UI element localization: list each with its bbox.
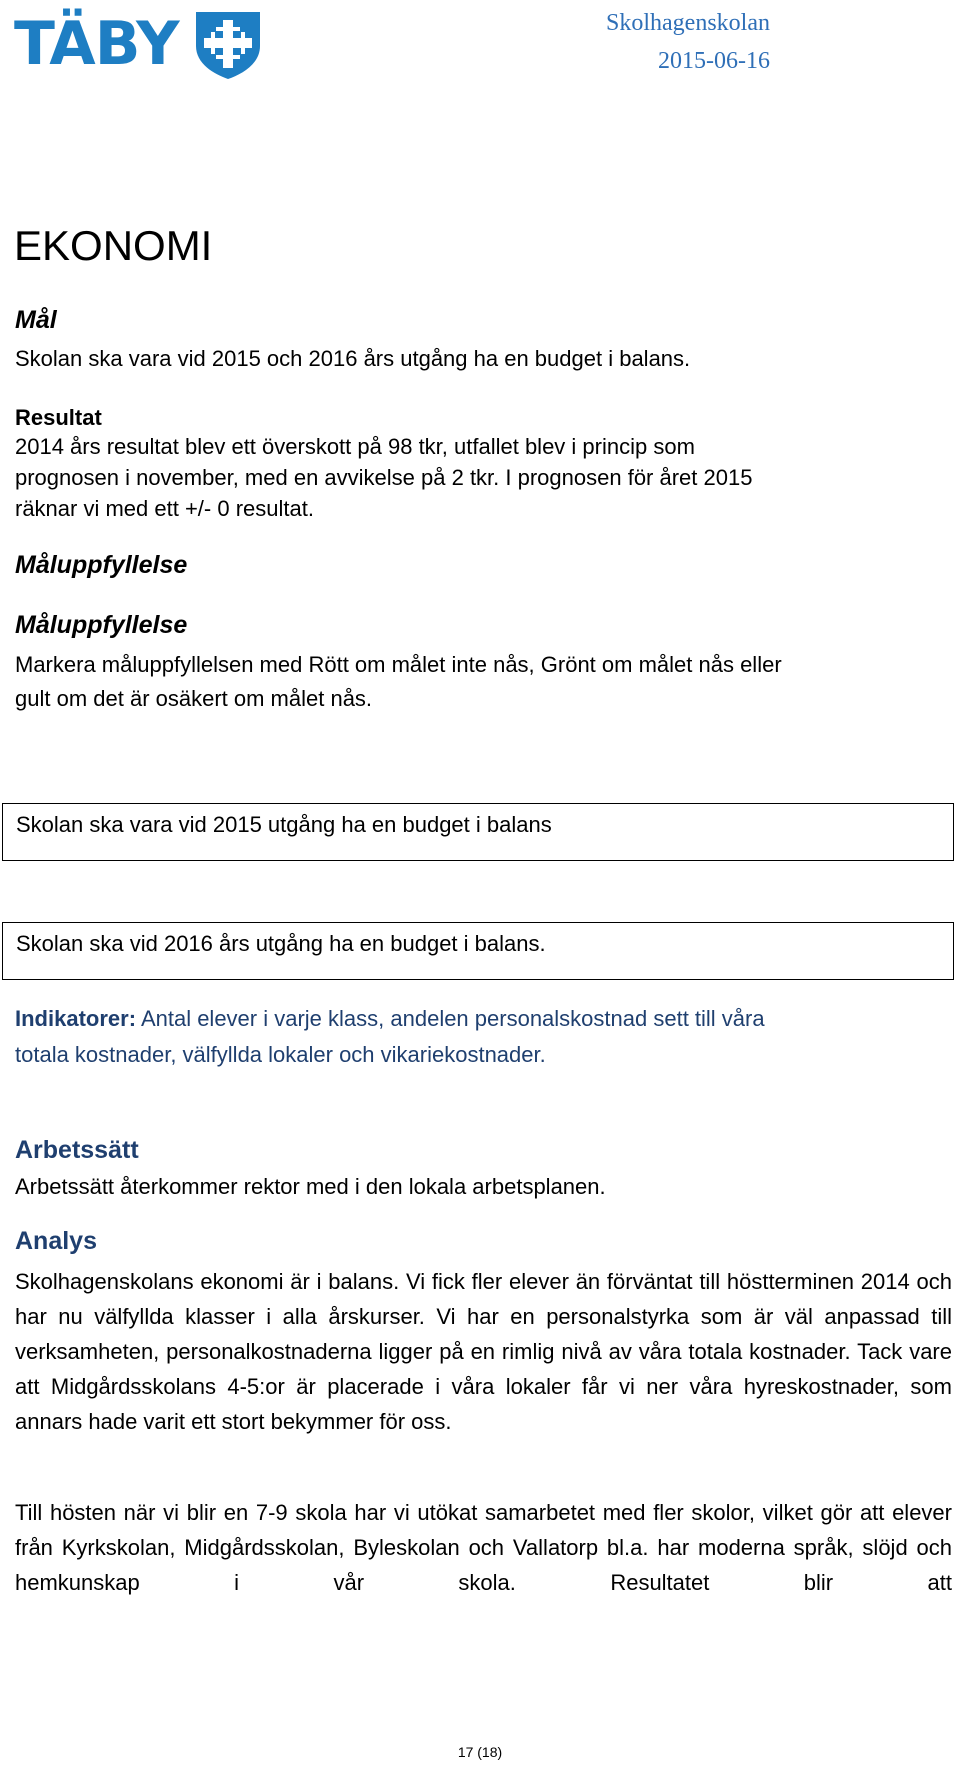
indikatorer-label: Indikatorer: xyxy=(15,1006,137,1031)
maluppfyllelse-line: Markera måluppfyllelsen med Rött om målet inte nås, Grönt om målet nås eller xyxy=(15,652,782,677)
resultat-line: prognosen i november, med en avvikelse på 2 tkr. I prognosen för året 2015 xyxy=(15,465,753,490)
resultat-heading: Resultat xyxy=(15,405,102,430)
goal-box xyxy=(2,922,954,980)
arbetssatt-text: Arbetssätt återkommer rektor med i den lokala arbetsplanen. xyxy=(15,1174,606,1199)
resultat-line: räknar vi med ett +/- 0 resultat. xyxy=(15,496,314,521)
maluppfyllelse-heading: Måluppfyllelse xyxy=(15,551,188,579)
resultat-line: 2014 års resultat blev ett överskott på 98 tkr, utfallet blev i princip som xyxy=(15,434,695,459)
shield-cross-icon xyxy=(194,10,262,80)
indikatorer-line: totala kostnader, välfyllda lokaler och vikariekostnader. xyxy=(15,1042,546,1067)
mal-heading: Mål xyxy=(15,306,57,334)
section-title: EKONOMI xyxy=(14,222,213,269)
indikatorer-text: Antal elever i varje klass, andelen personalskostnad sett till våra xyxy=(140,1006,765,1031)
page-number: 17 (18) xyxy=(457,1744,503,1760)
analys-paragraph: Skolhagenskolans ekonomi är i balans. Vi fick fler elever än förväntat till höstterminen 2014 och har nu välfyllda klasser i alla årskurser. Vi har en personalstyrka som är väl anpassad till verksamheten, personalkostnaderna ligger på en rimlig nivå av våra totala kostnader. Tack vare att Midgårdsskolans 4-5:or är placerade i våra lokaler får vi ner våra hyreskostnader, som annars hade varit ett stort bekymmer för oss. xyxy=(15,1269,952,1434)
analys-paragraph: Till hösten när vi blir en 7-9 skola har vi utökat samarbetet med fler skolor, vilket gör att elever från Kyrkskolan, Midgårdsskolan, Byleskolan och Vallatorp bl.a. har moderna språk, slöjd och hemkunskap i vår skola. Resultatet blir att xyxy=(15,1500,952,1595)
logo-wordmark: TÄBY xyxy=(14,9,179,79)
maluppfyllelse-line: gult om det är osäkert om målet nås. xyxy=(15,686,373,711)
taby-logo xyxy=(14,8,264,80)
goal-box-text: Skolan ska vara vid 2015 utgång ha en budget i balans xyxy=(16,812,552,837)
analys-body-continued xyxy=(15,1495,952,1600)
goal-box-text: Skolan ska vid 2016 års utgång ha en budget i balans. xyxy=(16,931,546,956)
goal-box xyxy=(2,803,954,861)
analys-heading: Analys xyxy=(15,1227,97,1255)
indikatorer-line xyxy=(15,1004,765,1034)
analys-body xyxy=(15,1264,952,1439)
maluppfyllelse-subheading: Måluppfyllelse xyxy=(15,611,188,639)
mal-text: Skolan ska vara vid 2015 och 2016 års utgång ha en budget i balans. xyxy=(15,346,691,371)
header-school-name: Skolhagenskolan xyxy=(606,10,770,36)
arbetssatt-heading: Arbetssätt xyxy=(15,1136,139,1164)
header-date: 2015-06-16 xyxy=(658,48,770,74)
